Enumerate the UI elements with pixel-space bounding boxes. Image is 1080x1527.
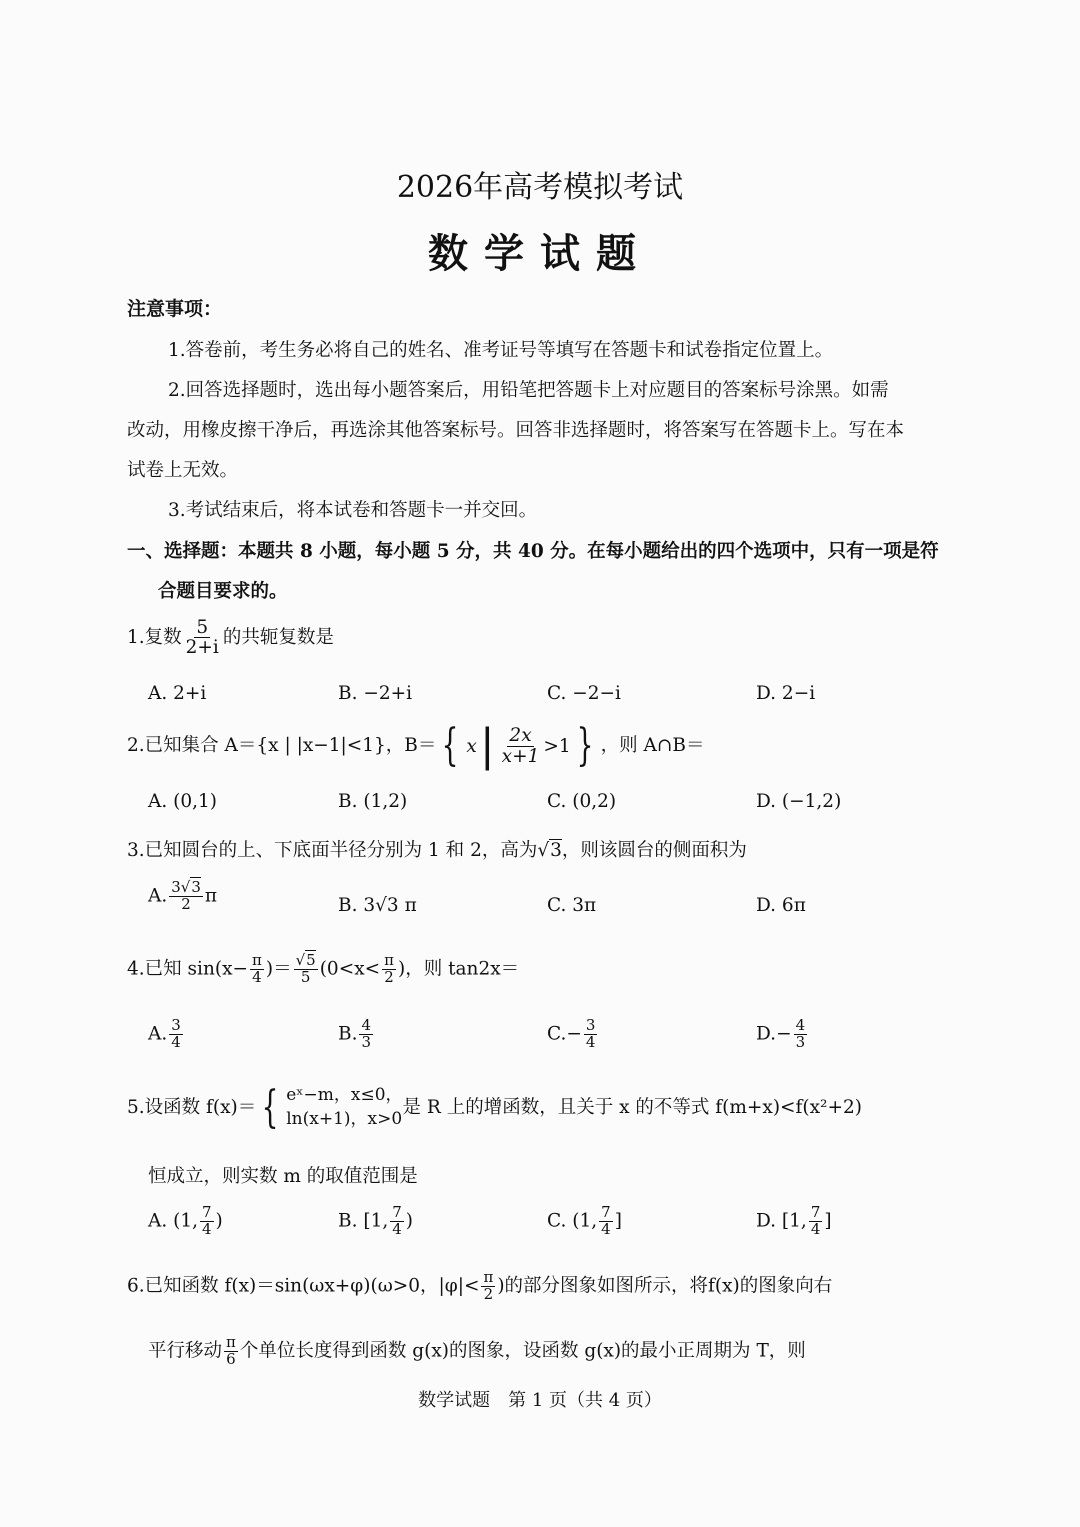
notice-item-1: 1.答卷前，考生务必将自己的姓名、准考证号等填写在答题卡和试卷指定位置上。 (168, 340, 834, 361)
exam-subtitle: 2026年高考模拟考试 (396, 170, 684, 205)
q3-option-d[interactable]: D. 6π (756, 895, 806, 916)
q3-option-a[interactable]: A. $\frac{3√3}{2}$ π (148, 878, 218, 913)
q5-option-d[interactable]: D. [1, $\frac{7}{4}$ ] (756, 1203, 832, 1238)
q2-option-b[interactable]: B. (1,2) (338, 791, 408, 812)
q1-fraction: $\frac{5}{2+i}$ (185, 617, 219, 659)
question-6-cont: 平行移动 $\frac{\pi}{6}$ 个单位长度得到函数 g(x)的图象，设函数 g(x)的最小正周期为 T，则 (148, 1333, 806, 1368)
section-1-heading: 一、选择题：本题共 8 小题，每小题 5 分，共 40 分。在每小题给出的四个选项中，只有一项是符 (127, 541, 939, 562)
q4-option-d[interactable]: D.− $\frac{4}{3}$ (756, 1016, 806, 1051)
notice-item-2-end: 试卷上无效。 (127, 460, 239, 481)
q5-option-c[interactable]: C. (1, $\frac{7}{4}$ ] (547, 1203, 622, 1238)
q2-option-c[interactable]: C. (0,2) (547, 791, 617, 812)
q3-option-c[interactable]: C. 3π (547, 895, 597, 916)
q4-option-b[interactable]: B. $\frac{4}{3}$ (338, 1016, 372, 1051)
notice-heading: 注意事项： (127, 298, 223, 320)
question-3: 3.已知圆台的上、下底面半径分别为 1 和 2，高为√3，则该圆台的侧面积为 (127, 840, 747, 861)
question-5: 5.设函数 f(x)＝ { eˣ−m，x≤0， ln(x+1)，x>0 是 R 上的增函数，且关于 x 的不等式 f(m+x)<f(x²+2) (127, 1081, 862, 1133)
notice-item-2: 2.回答选择题时，选出每小题答案后，用铅笔把答题卡上对应题目的答案标号涂黑。如需 (168, 380, 889, 401)
question-2: 2.已知集合 A＝{x | |x−1|<1}，B＝ { x | $\frac{2x}{x+1}$ >1 } ，则 A∩B＝ (127, 720, 705, 771)
q4-option-c[interactable]: C.− $\frac{3}{4}$ (547, 1016, 596, 1051)
section-1-heading-cont: 合题目要求的。 (158, 581, 288, 602)
question-4: 4.已知 sin(x− $\frac{\pi}{4}$ )＝ $\frac{√5}{5}$ (0<x< $\frac{\pi}{2}$ )，则 tan2x＝ (127, 951, 520, 986)
question-6: 6.已知函数 f(x)＝sin(ωx+φ)(ω>0，|φ|< $\frac{\pi}{2}$ )的部分图象如图所示，将f(x)的图象向右 (127, 1268, 833, 1303)
q1-option-c[interactable]: C. −2−i (547, 683, 621, 704)
q1-option-b[interactable]: B. −2+i (338, 683, 413, 704)
question-1: 1.复数 $\frac{5}{2+i}$ 的共轭复数是 (127, 617, 334, 659)
q2-option-d[interactable]: D. (−1,2) (756, 791, 842, 812)
page-footer: 数学试题 第 1 页（共 4 页） (418, 1390, 662, 1411)
exam-title: 数学试题 (428, 230, 652, 277)
notice-item-2-cont: 改动，用橡皮擦干净后，再选涂其他答案标号。回答非选择题时，将答案写在答题卡上。写在本 (127, 420, 905, 441)
q5-option-a[interactable]: A. (1, $\frac{7}{4}$ ) (148, 1203, 223, 1238)
q2-option-a[interactable]: A. (0,1) (148, 791, 217, 812)
q1-option-a[interactable]: A. 2+i (148, 683, 207, 704)
q5-option-b[interactable]: B. [1, $\frac{7}{4}$ ) (338, 1203, 413, 1238)
q3-option-b[interactable]: B. 3√3 π (338, 895, 417, 916)
q4-option-a[interactable]: A. $\frac{3}{4}$ (148, 1016, 181, 1051)
q1-option-d[interactable]: D. 2−i (756, 683, 816, 704)
question-5-cont: 恒成立，则实数 m 的取值范围是 (148, 1166, 418, 1187)
notice-item-3: 3.考试结束后，将本试卷和答题卡一并交回。 (168, 500, 538, 521)
